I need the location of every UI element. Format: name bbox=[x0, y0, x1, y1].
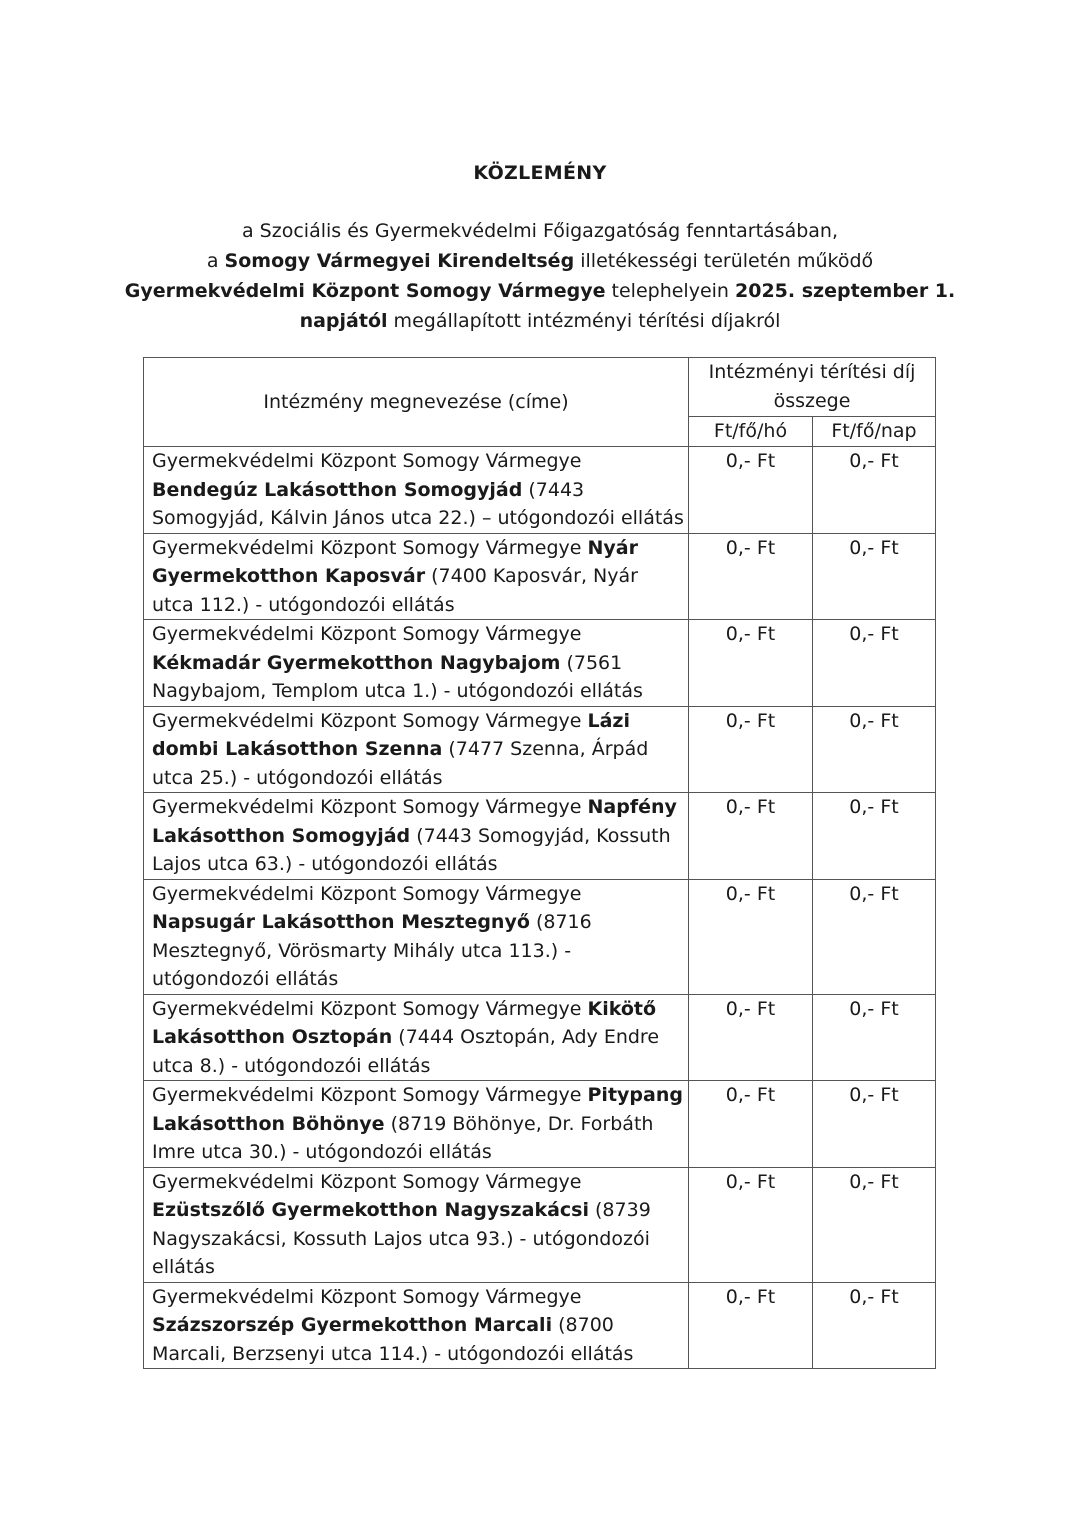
institution-cell bbox=[144, 793, 689, 880]
institution-address: (7477 Szenna, Árpád utca 25.) - utógondozói ellátás bbox=[152, 738, 649, 789]
institution-cell bbox=[144, 994, 689, 1081]
institution-address: (8716 Mesztegnyő, Vörösmarty Mihály utca 113.) - utógondozói ellátás bbox=[152, 911, 592, 990]
table-row bbox=[144, 620, 936, 707]
fee-per-day: 0,- Ft bbox=[813, 533, 936, 620]
institution-name: Százszorszép Gyermekotthon Marcali bbox=[152, 1314, 553, 1336]
table-row bbox=[144, 793, 936, 880]
fee-per-month: 0,- Ft bbox=[689, 793, 813, 880]
intro-line3-bold1: Gyermekvédelmi Központ Somogy Vármegye bbox=[124, 280, 606, 302]
intro-line2-pre: a bbox=[206, 250, 225, 272]
fee-per-month: 0,- Ft bbox=[689, 1282, 813, 1369]
institution-prefix: Gyermekvédelmi Központ Somogy Vármegye bbox=[152, 1170, 582, 1193]
institution-name: Pitypang Lakásotthon Böhönye bbox=[152, 1084, 683, 1135]
institution-prefix: Gyermekvédelmi Központ Somogy Vármegye bbox=[152, 882, 582, 905]
institution-name: Napsugár Lakásotthon Mesztegnyő bbox=[152, 911, 530, 933]
institution-cell bbox=[144, 620, 689, 707]
institution-cell bbox=[144, 1081, 689, 1168]
institution-prefix: Gyermekvédelmi Központ Somogy Vármegye bbox=[152, 623, 582, 645]
fee-per-day: 0,- Ft bbox=[813, 1282, 936, 1369]
fee-per-day: 0,- Ft bbox=[813, 793, 936, 880]
table-row bbox=[144, 1167, 936, 1282]
fee-per-month: 0,- Ft bbox=[689, 1167, 813, 1282]
fee-per-day: 0,- Ft bbox=[813, 706, 936, 793]
intro-line2-bold: Somogy Vármegyei Kirendeltség bbox=[224, 250, 575, 272]
institution-address: (8739 Nagyszakácsi, Kossuth Lajos utca 93.) - utógondozói ellátás bbox=[152, 1199, 651, 1278]
fee-per-month: 0,- Ft bbox=[689, 706, 813, 793]
fee-per-day: 0,- Ft bbox=[813, 1081, 936, 1168]
institution-address: (8719 Böhönye, Dr. Forbáth Imre utca 30.) - utógondozói ellátás bbox=[152, 1112, 654, 1163]
intro-line2-post: illetékességi területén működő bbox=[574, 250, 874, 272]
fee-per-month: 0,- Ft bbox=[689, 1081, 813, 1168]
fee-per-day: 0,- Ft bbox=[813, 879, 936, 994]
table-row bbox=[144, 706, 936, 793]
intro-line1-text: a Szociális és Gyermekvédelmi Főigazgatóság fenntartásában, bbox=[242, 220, 838, 242]
header-per-day: Ft/fő/nap bbox=[813, 417, 936, 447]
institution-address: (7443 Somogyjád, Kossuth Lajos utca 63.) - utógondozói ellátás bbox=[152, 824, 671, 875]
fee-per-month: 0,- Ft bbox=[689, 879, 813, 994]
institution-cell bbox=[144, 1167, 689, 1282]
institution-name: Napfény Lakásotthon Somogyjád bbox=[152, 796, 677, 847]
institution-cell bbox=[144, 879, 689, 994]
table-row bbox=[144, 1282, 936, 1369]
intro-line-1 bbox=[120, 216, 960, 246]
table-header-row bbox=[144, 358, 936, 417]
fee-per-month: 0,- Ft bbox=[689, 620, 813, 707]
table-body bbox=[144, 447, 936, 1369]
institution-cell bbox=[144, 1282, 689, 1369]
institution-prefix: Gyermekvédelmi Központ Somogy Vármegye bbox=[152, 997, 588, 1020]
institution-cell bbox=[144, 447, 689, 534]
fee-table bbox=[143, 357, 936, 1369]
fee-per-day: 0,- Ft bbox=[813, 447, 936, 534]
table-row bbox=[144, 994, 936, 1081]
header-institution-name: Intézmény megnevezése (címe) bbox=[144, 358, 689, 447]
fee-per-month: 0,- Ft bbox=[689, 533, 813, 620]
document-title: KÖZLEMÉNY bbox=[473, 162, 607, 184]
intro-line-2 bbox=[120, 246, 960, 276]
intro-paragraph bbox=[120, 216, 960, 336]
intro-line-3 bbox=[120, 276, 960, 306]
institution-name: Kékmadár Gyermekotthon Nagybajom bbox=[152, 651, 561, 674]
intro-line4-bold: napjától bbox=[299, 310, 388, 332]
institution-prefix: Gyermekvédelmi Központ Somogy Vármegye bbox=[152, 450, 582, 472]
institution-address: (7443 Somogyjád, Kálvin János utca 22.) – utógondozói ellátás bbox=[152, 478, 684, 529]
institution-prefix: Gyermekvédelmi Központ Somogy Vármegye bbox=[152, 796, 588, 818]
institution-name: Ezüstszőlő Gyermekotthon Nagyszakácsi bbox=[152, 1199, 589, 1221]
table-row bbox=[144, 879, 936, 994]
institution-address: (7561 Nagybajom, Templom utca 1.) - utógondozói ellátás bbox=[152, 651, 643, 702]
table-row bbox=[144, 1081, 936, 1168]
intro-line3-bold2: 2025. szeptember 1. bbox=[735, 280, 956, 302]
header-fee-amount: Intézményi térítési díj összege bbox=[689, 358, 936, 417]
institution-cell bbox=[144, 533, 689, 620]
institution-name: Lázi dombi Lakásotthon Szenna bbox=[152, 709, 630, 760]
fee-per-month: 0,- Ft bbox=[689, 447, 813, 534]
table-row bbox=[144, 533, 936, 620]
institution-name: Nyár Gyermekotthon Kaposvár bbox=[152, 536, 638, 587]
institution-address: (8700 Marcali, Berzsenyi utca 114.) - utógondozói ellátás bbox=[152, 1314, 634, 1365]
fee-per-month: 0,- Ft bbox=[689, 994, 813, 1081]
intro-line4-post: megállapított intézményi térítési díjakról bbox=[387, 310, 781, 332]
table-row bbox=[144, 447, 936, 534]
institution-prefix: Gyermekvédelmi Központ Somogy Vármegye bbox=[152, 1084, 588, 1106]
institution-name: Bendegúz Lakásotthon Somogyjád bbox=[152, 478, 523, 501]
institution-address: (7444 Osztopán, Ady Endre utca 8.) - utógondozói ellátás bbox=[152, 1026, 660, 1077]
institution-prefix: Gyermekvédelmi Központ Somogy Vármegye bbox=[152, 536, 588, 559]
intro-line3-mid: telephelyein bbox=[605, 280, 735, 302]
fee-per-day: 0,- Ft bbox=[813, 620, 936, 707]
institution-address: (7400 Kaposvár, Nyár utca 112.) - utógondozói ellátás bbox=[152, 565, 638, 616]
header-per-month: Ft/fő/hó bbox=[689, 417, 813, 447]
intro-line-4 bbox=[120, 306, 960, 336]
institution-name: Kikötő Lakásotthon Osztopán bbox=[152, 997, 657, 1048]
fee-per-day: 0,- Ft bbox=[813, 994, 936, 1081]
institution-prefix: Gyermekvédelmi Központ Somogy Vármegye bbox=[152, 709, 588, 732]
institution-cell bbox=[144, 706, 689, 793]
fee-per-day: 0,- Ft bbox=[813, 1167, 936, 1282]
institution-prefix: Gyermekvédelmi Központ Somogy Vármegye bbox=[152, 1285, 582, 1308]
